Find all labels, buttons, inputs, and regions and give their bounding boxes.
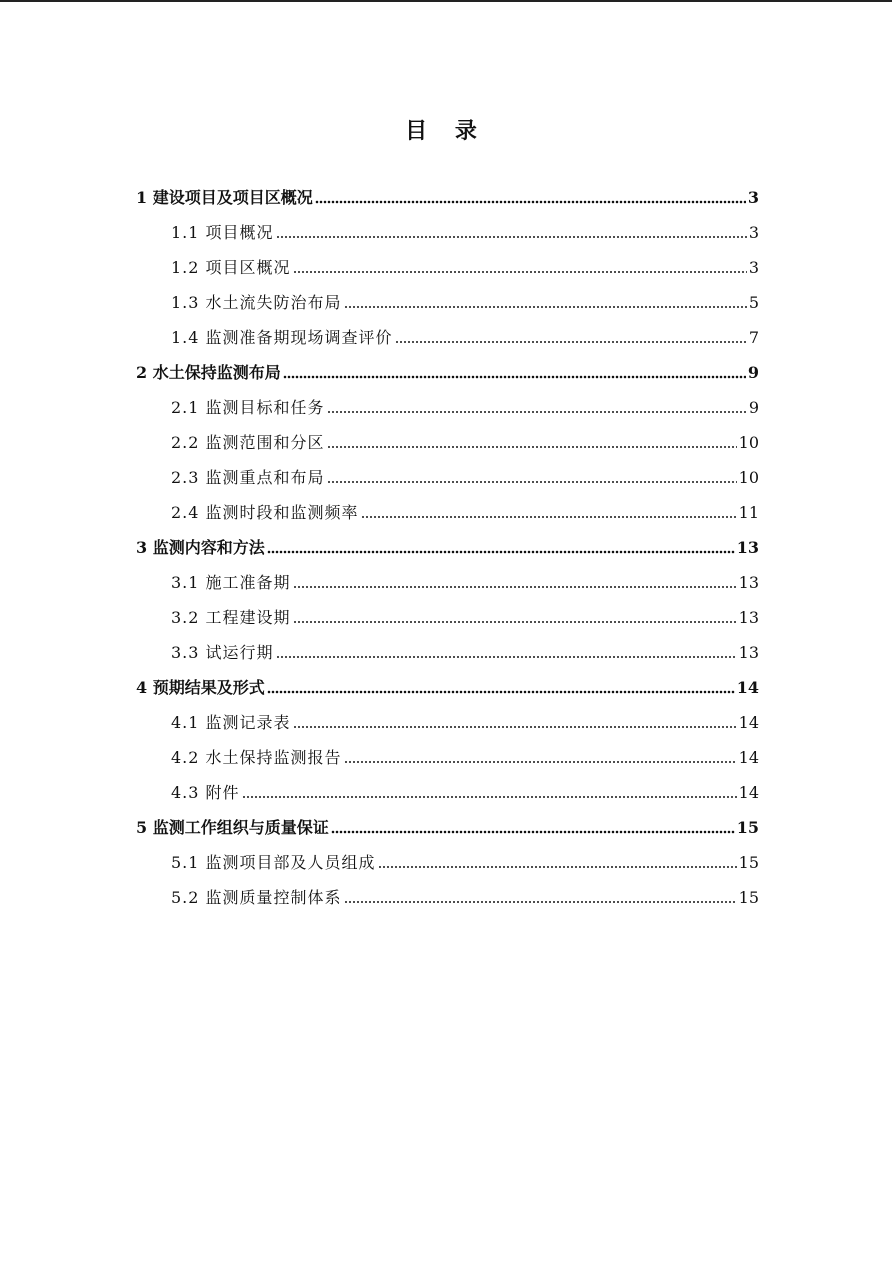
toc-chapter-entry[interactable] bbox=[0, 180, 759, 215]
toc-entry-label: 3.1 施工准备期 bbox=[171, 572, 291, 592]
toc-entry-page-number: 3 bbox=[748, 222, 759, 242]
toc-entry-label: 2 水土保持监测布局 bbox=[136, 362, 281, 382]
toc-entry-page-number: 9 bbox=[748, 397, 759, 417]
toc-section-entry[interactable] bbox=[0, 390, 759, 425]
toc-section-entry[interactable] bbox=[0, 600, 759, 635]
toc-section-entry[interactable] bbox=[0, 705, 759, 740]
toc-section-entry[interactable] bbox=[0, 285, 759, 320]
toc-entry-page-number: 3 bbox=[747, 187, 759, 207]
toc-entry-page-number: 14 bbox=[738, 712, 759, 732]
toc-dot-leader bbox=[331, 829, 735, 835]
top-border-line bbox=[0, 0, 892, 2]
toc-dot-leader bbox=[327, 479, 737, 485]
toc-section-entry[interactable] bbox=[0, 460, 759, 495]
toc-entry-page-number: 14 bbox=[738, 747, 759, 767]
toc-dot-leader bbox=[293, 724, 737, 730]
toc-entry-page-number: 13 bbox=[738, 572, 759, 592]
toc-section-entry[interactable] bbox=[0, 845, 759, 880]
toc-entry-label: 4.1 监测记录表 bbox=[171, 712, 291, 732]
toc-chapter-entry[interactable] bbox=[0, 670, 759, 705]
toc-dot-leader bbox=[242, 794, 737, 800]
toc-entry-label: 3.2 工程建设期 bbox=[171, 607, 291, 627]
toc-entry-label: 5.1 监测项目部及人员组成 bbox=[171, 852, 376, 872]
toc-entry-page-number: 10 bbox=[738, 432, 759, 452]
toc-entry-label: 4.2 水土保持监测报告 bbox=[171, 747, 342, 767]
toc-section-entry[interactable] bbox=[0, 775, 759, 810]
toc-entry-page-number: 15 bbox=[738, 887, 759, 907]
toc-dot-leader bbox=[283, 374, 746, 380]
toc-entry-page-number: 15 bbox=[738, 852, 759, 872]
toc-entry-label: 1.1 项目概况 bbox=[171, 222, 274, 242]
toc-entry-page-number: 7 bbox=[748, 327, 759, 347]
toc-dot-leader bbox=[344, 759, 737, 765]
toc-dot-leader bbox=[344, 304, 747, 310]
toc-entry-label: 2.2 监测范围和分区 bbox=[171, 432, 325, 452]
toc-entry-page-number: 11 bbox=[738, 502, 759, 522]
toc-entry-label: 3.3 试运行期 bbox=[171, 642, 274, 662]
toc-entry-label: 2.3 监测重点和布局 bbox=[171, 467, 325, 487]
toc-chapter-entry[interactable] bbox=[0, 355, 759, 390]
toc-entry-page-number: 13 bbox=[738, 642, 759, 662]
toc-dot-leader bbox=[327, 409, 747, 415]
toc-dot-leader bbox=[293, 619, 737, 625]
toc-entry-page-number: 15 bbox=[736, 817, 759, 837]
toc-entry-page-number: 5 bbox=[748, 292, 759, 312]
toc-dot-leader bbox=[327, 444, 737, 450]
toc-section-entry[interactable] bbox=[0, 250, 759, 285]
toc-entry-page-number: 3 bbox=[748, 257, 759, 277]
toc-entry-label: 1.2 项目区概况 bbox=[171, 257, 291, 277]
toc-dot-leader bbox=[378, 864, 737, 870]
toc-entry-label: 1.3 水土流失防治布局 bbox=[171, 292, 342, 312]
toc-entry-label: 2.1 监测目标和任务 bbox=[171, 397, 325, 417]
toc-dot-leader bbox=[315, 199, 746, 205]
toc-dot-leader bbox=[395, 339, 747, 345]
toc-dot-leader bbox=[267, 689, 735, 695]
toc-section-entry[interactable] bbox=[0, 635, 759, 670]
toc-entry-label: 5.2 监测质量控制体系 bbox=[171, 887, 342, 907]
toc-section-entry[interactable] bbox=[0, 880, 759, 915]
toc-entry-label: 2.4 监测时段和监测频率 bbox=[171, 502, 359, 522]
toc-entry-page-number: 9 bbox=[747, 362, 759, 382]
toc-entry-page-number: 14 bbox=[738, 782, 759, 802]
toc-section-entry[interactable] bbox=[0, 495, 759, 530]
toc-entry-label: 1.4 监测准备期现场调查评价 bbox=[171, 327, 393, 347]
toc-entry-label: 3 监测内容和方法 bbox=[136, 537, 265, 557]
toc-entry-label: 4.3 附件 bbox=[171, 782, 240, 802]
toc-entry-page-number: 10 bbox=[738, 467, 759, 487]
toc-chapter-entry[interactable] bbox=[0, 810, 759, 845]
toc-dot-leader bbox=[293, 269, 747, 275]
toc-section-entry[interactable] bbox=[0, 320, 759, 355]
toc-dot-leader bbox=[361, 514, 737, 520]
toc-dot-leader bbox=[276, 654, 737, 660]
toc-entry-label: 1 建设项目及项目区概况 bbox=[136, 187, 313, 207]
toc-entry-page-number: 13 bbox=[738, 607, 759, 627]
table-of-contents bbox=[0, 180, 892, 915]
toc-entry-page-number: 13 bbox=[736, 537, 759, 557]
toc-entry-label: 4 预期结果及形式 bbox=[136, 677, 265, 697]
toc-chapter-entry[interactable] bbox=[0, 530, 759, 565]
toc-title: 目 录 bbox=[405, 118, 487, 144]
toc-section-entry[interactable] bbox=[0, 425, 759, 460]
toc-dot-leader bbox=[276, 234, 747, 240]
toc-section-entry[interactable] bbox=[0, 740, 759, 775]
toc-dot-leader bbox=[344, 899, 737, 905]
toc-section-entry[interactable] bbox=[0, 565, 759, 600]
toc-entry-label: 5 监测工作组织与质量保证 bbox=[136, 817, 329, 837]
toc-section-entry[interactable] bbox=[0, 215, 759, 250]
toc-dot-leader bbox=[293, 584, 737, 590]
toc-entry-page-number: 14 bbox=[736, 677, 759, 697]
toc-dot-leader bbox=[267, 549, 735, 555]
